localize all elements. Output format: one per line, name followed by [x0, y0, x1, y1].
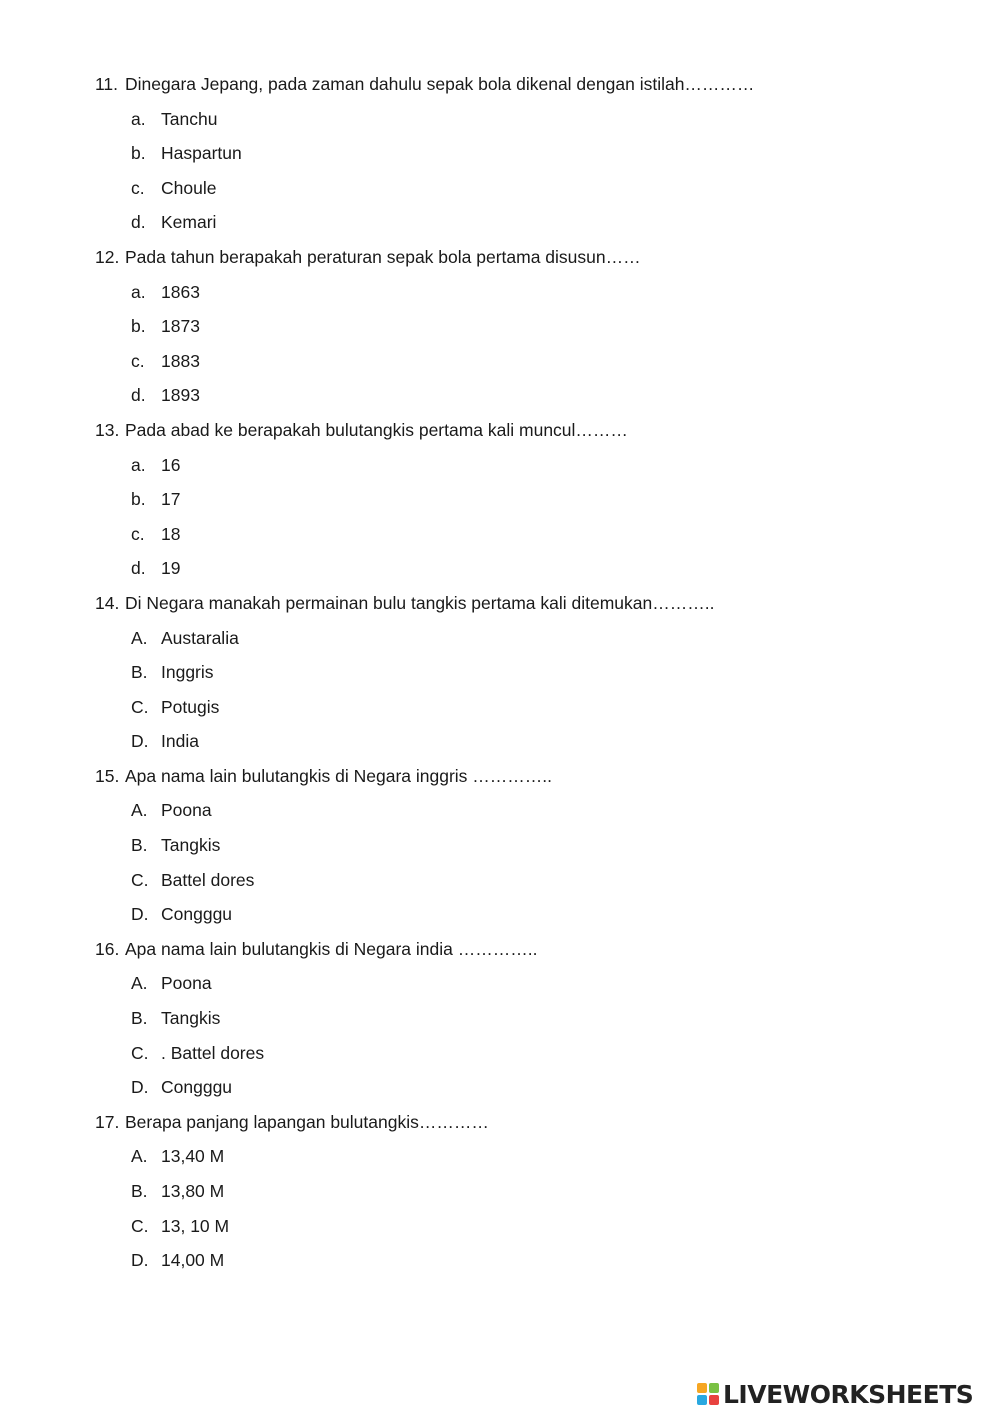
option-text: Battel dores	[161, 869, 255, 890]
option-letter: B.	[131, 1008, 148, 1029]
option-letter: a.	[131, 108, 146, 129]
answer-option	[95, 1006, 955, 1041]
liveworksheets-logo-icon	[697, 1383, 719, 1405]
answer-option	[95, 626, 955, 661]
option-text: Austaralia	[161, 627, 239, 648]
option-text: Congggu	[161, 904, 233, 925]
option-text: Tangkis	[161, 1008, 221, 1029]
question-number: 11.	[95, 74, 119, 94]
option-letter: D.	[131, 1077, 149, 1098]
answer-option	[95, 868, 955, 903]
option-letter: C.	[131, 1042, 149, 1063]
option-letter: d.	[131, 385, 146, 406]
question-12	[95, 245, 955, 418]
answer-option	[95, 176, 955, 211]
liveworksheets-logo	[697, 1379, 973, 1409]
question-11	[95, 72, 955, 245]
logo-square	[697, 1395, 707, 1405]
option-letter: a.	[131, 281, 146, 302]
option-text: Poona	[161, 973, 212, 994]
option-text: 16	[161, 454, 181, 475]
option-text: Tanchu	[161, 108, 218, 129]
question-16	[95, 937, 955, 1110]
answer-option	[95, 107, 955, 142]
option-text: Poona	[161, 800, 212, 821]
option-letter: A.	[131, 627, 148, 648]
answer-option	[95, 1041, 955, 1076]
option-letter: D.	[131, 904, 149, 925]
option-letter: b.	[131, 316, 146, 337]
logo-square	[709, 1383, 719, 1393]
question-text: Dinegara Jepang, pada zaman dahulu sepak bola dikenal dengan istilah…………	[125, 74, 755, 94]
question-stem	[95, 764, 955, 799]
answer-option	[95, 1179, 955, 1214]
option-letter: C.	[131, 1215, 149, 1236]
question-text: Apa nama lain bulutangkis di Negara inggris …………..	[125, 765, 553, 786]
option-letter: D.	[131, 731, 149, 752]
question-stem	[95, 245, 955, 280]
option-text: 13,40 M	[161, 1146, 225, 1167]
answer-option	[95, 487, 955, 522]
answer-option	[95, 314, 955, 349]
question-number: 16.	[95, 938, 120, 959]
answer-option	[95, 833, 955, 868]
option-letter: D.	[131, 1250, 149, 1271]
option-text: 13,80 M	[161, 1181, 225, 1201]
answer-option	[95, 1214, 955, 1249]
option-letter: A.	[131, 1146, 148, 1167]
question-15	[95, 764, 955, 937]
option-text: 17	[161, 489, 181, 510]
question-text: Di Negara manakah permainan bulu tangkis pertama kali ditemukan………..	[125, 592, 715, 613]
answer-option	[95, 453, 955, 488]
option-text: 18	[161, 523, 181, 544]
question-list	[95, 72, 955, 1283]
question-number: 17.	[95, 1111, 120, 1132]
option-letter: A.	[131, 800, 148, 821]
question-number: 13.	[95, 419, 120, 440]
question-stem	[95, 72, 955, 107]
option-text: Congggu	[161, 1077, 233, 1098]
answer-option	[95, 798, 955, 833]
option-letter: d.	[131, 558, 146, 579]
option-letter: C.	[131, 869, 149, 890]
option-text: 14,00 M	[161, 1250, 225, 1271]
logo-square	[697, 1383, 707, 1393]
option-letter: c.	[131, 523, 145, 544]
question-text: Pada tahun berapakah peraturan sepak bola pertama disusun……	[125, 246, 641, 267]
option-letter: B.	[131, 835, 148, 856]
answer-option	[95, 902, 955, 937]
question-13	[95, 418, 955, 591]
answer-option	[95, 1248, 955, 1283]
option-letter: b.	[131, 143, 146, 164]
option-letter: B.	[131, 662, 148, 683]
option-letter: b.	[131, 489, 146, 510]
option-letter: A.	[131, 973, 148, 994]
question-stem	[95, 418, 955, 453]
logo-square	[709, 1395, 719, 1405]
option-letter: a.	[131, 454, 146, 475]
question-stem	[95, 591, 955, 626]
option-text: Kemari	[161, 212, 217, 233]
option-text: 19	[161, 558, 181, 579]
option-text: 1883	[161, 350, 200, 371]
answer-option	[95, 280, 955, 315]
question-17	[95, 1110, 955, 1283]
option-text: Potugis	[161, 696, 220, 717]
question-text: Berapa panjang lapangan bulutangkis…………	[125, 1111, 489, 1132]
option-text: Haspartun	[161, 143, 242, 164]
option-text: 1893	[161, 385, 200, 406]
option-letter: C.	[131, 696, 149, 717]
question-text: Apa nama lain bulutangkis di Negara india …………..	[125, 938, 538, 959]
option-text: Choule	[161, 177, 217, 198]
answer-option	[95, 349, 955, 384]
answer-option	[95, 971, 955, 1006]
answer-option	[95, 383, 955, 418]
answer-option	[95, 210, 955, 245]
answer-option	[95, 660, 955, 695]
answer-option	[95, 1144, 955, 1179]
question-number: 14.	[95, 592, 120, 613]
question-text: Pada abad ke berapakah bulutangkis pertama kali muncul………	[125, 419, 628, 440]
question-number: 15.	[95, 765, 120, 786]
answer-option	[95, 141, 955, 176]
option-text: 1873	[161, 316, 200, 337]
question-stem	[95, 937, 955, 972]
option-text: 1863	[161, 281, 200, 302]
option-text: India	[161, 731, 199, 752]
option-letter: c.	[131, 350, 145, 371]
question-number: 12.	[95, 246, 120, 267]
option-letter: B.	[131, 1181, 148, 1201]
answer-option	[95, 522, 955, 557]
option-text: . Battel dores	[161, 1042, 265, 1063]
logo-text: LIVEWORKSHEETS	[723, 1379, 974, 1409]
option-letter: d.	[131, 212, 146, 233]
answer-option	[95, 695, 955, 730]
option-text: 13, 10 M	[161, 1215, 230, 1236]
answer-option	[95, 556, 955, 591]
answer-option	[95, 1075, 955, 1110]
option-text: Inggris	[161, 662, 214, 683]
question-14	[95, 591, 955, 764]
question-stem	[95, 1110, 955, 1145]
option-letter: c.	[131, 177, 145, 198]
option-text: Tangkis	[161, 835, 221, 856]
answer-option	[95, 729, 955, 764]
